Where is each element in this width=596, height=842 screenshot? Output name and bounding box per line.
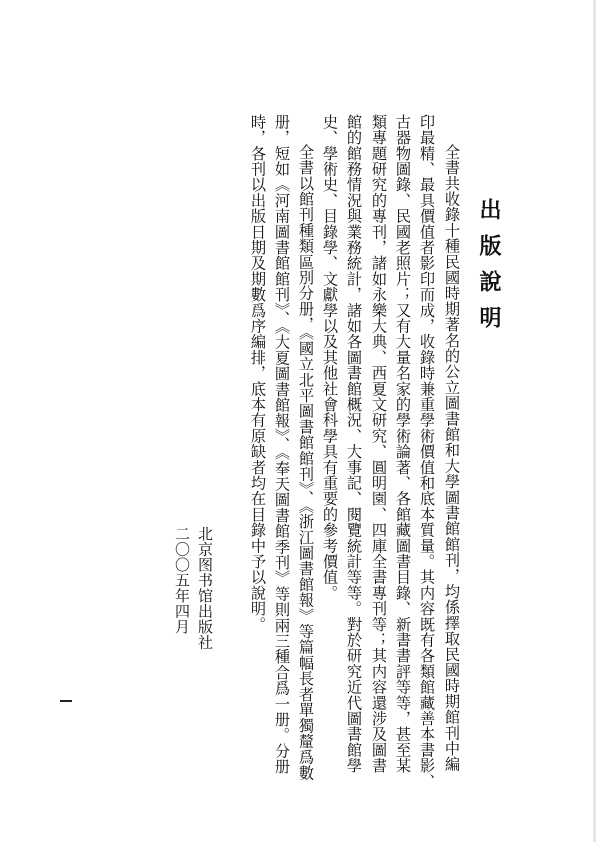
paragraph1-line: 館的館務情況與業務統計，諸如各圖書館概況、大事記、閱覽統計等等。對於研究近代圖書館學: [345, 114, 363, 774]
publisher-name: 北京图书馆出版社: [196, 526, 214, 650]
paragraph2-line: 時，各刊以出版日期及期數爲序編排，底本有原缺者均在目錄中予以說明。: [249, 114, 267, 633]
page-number-mark: [60, 700, 72, 702]
paragraph1-line: 全書共收錄十種民國時期著名的公立圖書館和大學圖書館館刊，均係擇取民國時期館刊中編: [443, 144, 461, 772]
paragraph1-line: 印最精、最具價值者影印而成，收錄時兼重學術價值和底本質量。其内容既有各類館藏善本書影、: [418, 114, 436, 790]
paragraph1-line: 史、學術史、目錄學、文獻學以及其他社會科學具有重要的參考價值。: [321, 114, 339, 601]
publication-date: 二〇〇五年四月: [173, 526, 191, 635]
paragraph2-line: 册，短如《河南圖書館館刊》、《大夏圖書館報》、《奉天圖書館季刊》等則兩三種合爲一册。分册: [273, 114, 291, 775]
paragraph1-line: 古器物圖錄、民國老照片；又有大量名家的學術論著、各館藏圖書目錄、新書書評等等，甚至某: [394, 114, 412, 774]
paragraph2-line: 全書以館刊種類區別分册，《國立北平圖書館館刊》、《浙江圖書館報》等篇幅長者單獨釐爲數: [297, 144, 315, 781]
page-title: 出版說明: [476, 198, 502, 342]
paragraph1-line: 類專題研究的專刊，諸如永樂大典、西夏文研究、圓明園、四庫全書專刊等；其内容還涉及圖書: [370, 114, 388, 774]
